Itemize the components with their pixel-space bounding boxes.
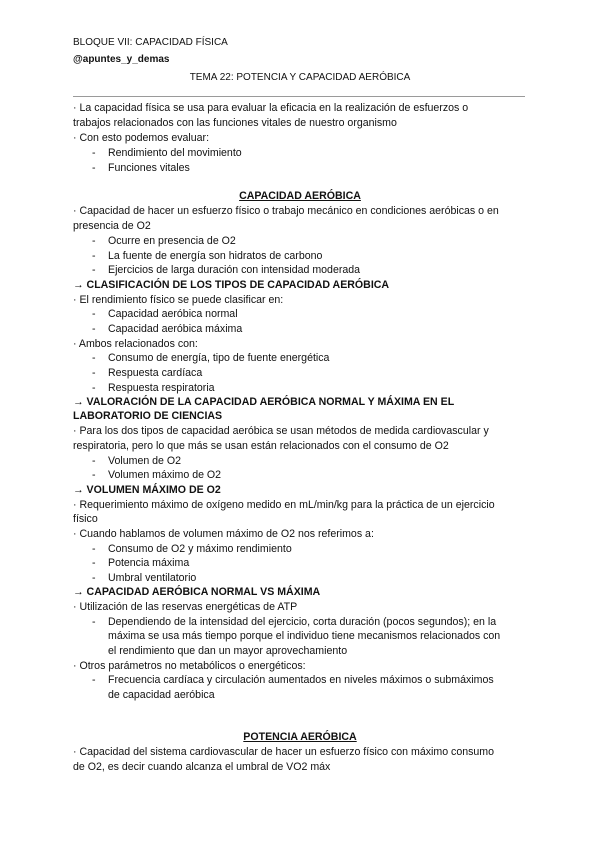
list-item: Capacidad aeróbica normal: [108, 308, 238, 320]
bullet-dash: -: [92, 147, 96, 159]
list-item: Consumo de energía, tipo de fuente energética: [108, 352, 330, 364]
vol-paragraph-2: · Cuando hablamos de volumen máximo de O2 nos referimos a:: [73, 528, 374, 540]
bullet-dash: -: [92, 250, 96, 262]
intro-line-2: trabajos relacionados con las funciones vitales de nuestro organismo: [73, 117, 397, 129]
list-item: Respuesta respiratoria: [108, 382, 215, 394]
nvm-paragraph-1: · Utilización de las reservas energéticas de ATP: [73, 601, 298, 613]
bullet-dash: -: [92, 557, 96, 569]
list-item: La fuente de energía son hidratos de carbono: [108, 250, 323, 262]
bullet-dash: -: [92, 455, 96, 467]
list-item: Respuesta cardíaca: [108, 367, 203, 379]
list-item: Ejercicios de larga duración con intensidad moderada: [108, 264, 361, 276]
bullet-dash: -: [92, 674, 96, 686]
list-item: Potencia máxima: [108, 557, 190, 569]
heading-normal-vs-maxima: → CAPACIDAD AERÓBICA NORMAL VS MÁXIMA: [73, 586, 321, 598]
section-title-capacidad: CAPACIDAD AERÓBICA: [239, 190, 361, 202]
bullet-dash: -: [92, 352, 96, 364]
bullet-dash: -: [92, 235, 96, 247]
bullet-dash: -: [92, 382, 96, 394]
pot-line-1: · Capacidad del sistema cardiovascular de hacer un esfuerzo físico con máximo consumo: [73, 746, 495, 758]
nvm-paragraph-2: · Otros parámetros no metabólicos o energéticos:: [73, 660, 306, 672]
bullet-dash: -: [92, 308, 96, 320]
clas-paragraph-2: · Ambos relacionados con:: [73, 338, 198, 350]
bullet-dash: -: [92, 162, 96, 174]
vol-line-2: físico: [73, 513, 98, 525]
list-item: Ocurre en presencia de O2: [108, 235, 236, 247]
list-item: Capacidad aeróbica máxima: [108, 323, 243, 335]
cap-line-2: presencia de O2: [73, 220, 151, 232]
list-item-line-1: Frecuencia cardíaca y circulación aumentados en niveles máximos o submáximos: [108, 674, 494, 686]
heading-volumen: → VOLUMEN MÁXIMO DE O2: [73, 484, 221, 496]
bullet-dash: -: [92, 616, 96, 628]
list-item-line-1: Dependiendo de la intensidad del ejercicio, corta duración (pocos segundos); en la: [108, 616, 497, 628]
topic-title: TEMA 22: POTENCIA Y CAPACIDAD AERÓBICA: [189, 72, 411, 83]
list-item: Consumo de O2 y máximo rendimiento: [108, 543, 292, 555]
bullet-dash: -: [92, 469, 96, 481]
cap-line-1: · Capacidad de hacer un esfuerzo físico o trabajo mecánico en condiciones aeróbicas o en: [73, 205, 499, 217]
author-handle: @apuntes_y_demas: [73, 54, 170, 65]
intro-line-1: · La capacidad física se usa para evaluar la eficacia en la realización de esfuerzos o: [73, 102, 469, 114]
list-item: Volumen máximo de O2: [108, 469, 222, 481]
list-item: Funciones vitales: [108, 162, 190, 174]
bullet-dash: -: [92, 572, 96, 584]
section-title-potencia: POTENCIA AERÓBICA: [243, 731, 357, 743]
heading-valoracion-line-1: → VALORACIÓN DE LA CAPACIDAD AERÓBICA NORMAL Y MÁXIMA EN EL: [73, 396, 455, 408]
bullet-dash: -: [92, 543, 96, 555]
heading-valoracion-line-2: LABORATORIO DE CIENCIAS: [73, 410, 223, 422]
list-item: Rendimiento del movimiento: [108, 147, 242, 159]
list-item-line-2: máxima se usa más tiempo porque el individuo tiene mecanismos relacionados con: [108, 630, 501, 642]
vol-line-1: · Requerimiento máximo de oxígeno medido en mL/min/kg para la práctica de un ejercicio: [73, 499, 495, 511]
bullet-dash: -: [92, 323, 96, 335]
bullet-dash: -: [92, 367, 96, 379]
bullet-dash: -: [92, 264, 96, 276]
clas-paragraph-1: · El rendimiento físico se puede clasificar en:: [73, 294, 284, 306]
heading-clasificacion: → CLASIFICACIÓN DE LOS TIPOS DE CAPACIDAD AERÓBICA: [73, 279, 390, 291]
list-item: Umbral ventilatorio: [108, 572, 197, 584]
list-item-line-3: el rendimiento que dan un mayor aprovechamiento: [108, 645, 348, 657]
list-item: Volumen de O2: [108, 455, 182, 467]
intro-paragraph-2: · Con esto podemos evaluar:: [73, 132, 210, 144]
val-line-2: respiratoria, pero lo que más se usan están relacionados con el consumo de O2: [73, 440, 449, 452]
header-divider: [73, 96, 525, 97]
list-item-line-2: de capacidad aeróbica: [108, 689, 215, 701]
pot-line-2: de O2, es decir cuando alcanza el umbral de VO2 máx: [73, 761, 331, 773]
val-line-1: · Para los dos tipos de capacidad aeróbica se usan métodos de medida cardiovascular y: [73, 425, 489, 437]
block-title: BLOQUE VII: CAPACIDAD FÍSICA: [73, 37, 228, 48]
